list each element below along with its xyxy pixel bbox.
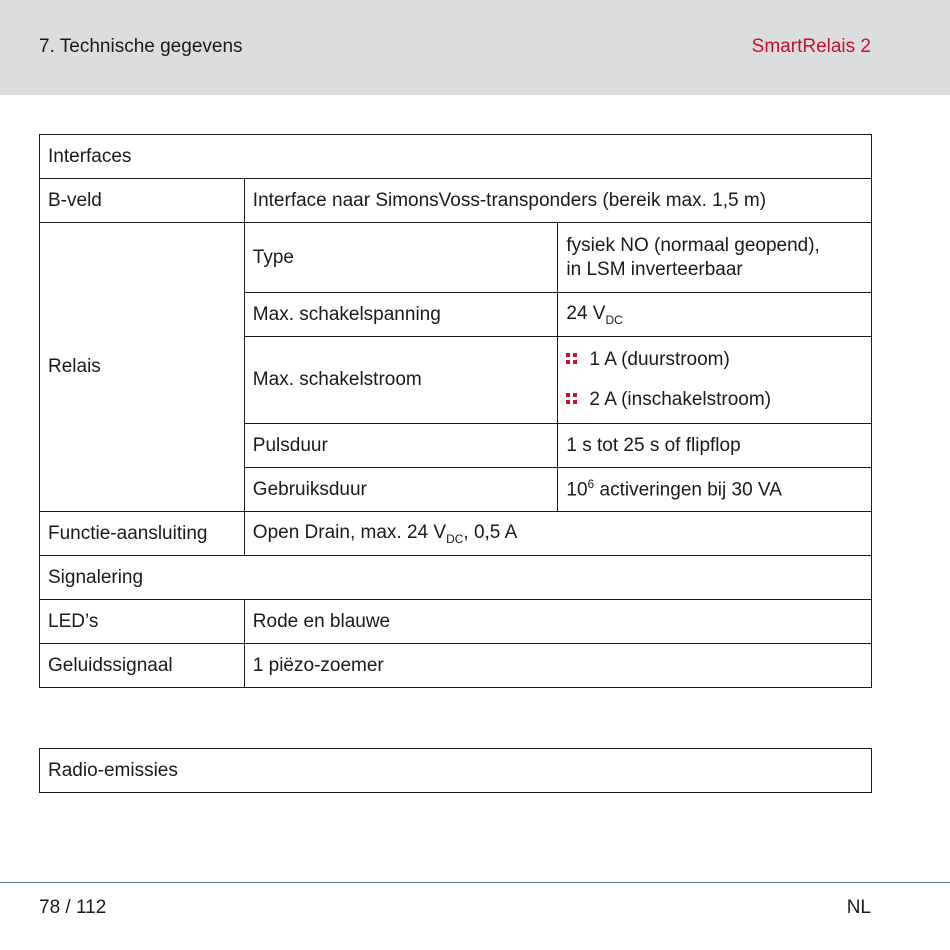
radio-heading: Radio-emissies [40,749,872,793]
relais-type-value-line1: fysiek NO (normaal geopend), [566,234,820,256]
page-number: 78 / 112 [39,897,107,918]
pulse-value: 1 s tot 25 s of flipflop [558,424,872,468]
current-item-2: 2 A (inschakelstroom) [589,389,772,410]
lifetime-value [558,468,872,512]
table-row [40,556,872,600]
sound-value: 1 piëzo-zoemer [244,644,871,688]
lifetime-rest: activeringen bij 30 VA [594,479,782,501]
table-row [40,600,872,644]
table-row [40,179,872,223]
bfield-value: Interface naar SimonsVoss-transponders (bereik max. 1,5 m) [244,179,871,223]
list-item [566,348,863,372]
list-item [566,388,863,412]
current-label: Max. schakelstroom [244,337,558,424]
table-row [40,135,872,179]
page-header [0,0,950,95]
table-row [40,749,872,793]
function-value-post: , 0,5 A [463,521,518,543]
signal-heading: Signalering [40,556,872,600]
language-code: NL [846,897,871,918]
lifetime-exponent: 6 [587,476,595,491]
lifetime-base: 10 [566,479,588,501]
bullet-icon [566,353,577,364]
leds-label: LED’s [40,600,245,644]
voltage-number: 24 V [566,302,606,324]
leds-value: Rode en blauwe [244,600,871,644]
voltage-label: Max. schakelspanning [244,293,558,337]
current-item-1: 1 A (duurstroom) [589,349,730,371]
relais-type-value-line2: in LSM inverteerbaar [566,258,743,280]
function-value-pre: Open Drain, max. 24 V [252,521,447,543]
interfaces-heading: Interfaces [40,135,872,179]
function-value [244,512,871,556]
voltage-value [558,293,872,337]
function-subscript: DC [446,531,464,546]
pulse-label: Pulsduur [244,424,558,468]
relais-label: Relais [40,223,245,512]
bfield-label: B-veld [40,179,245,223]
table-row [40,644,872,688]
lifetime-label: Gebruiksduur [244,468,558,512]
relais-type-label: Type [244,223,558,293]
section-title: 7. Technische gegevens [39,36,243,57]
current-value [558,337,872,424]
spec-table [39,134,872,688]
function-label: Functie-aansluiting [40,512,245,556]
footer-divider [0,882,950,883]
product-name: SmartRelais 2 [751,36,871,57]
sound-label: Geluidssignaal [40,644,245,688]
radio-table [39,748,872,793]
voltage-subscript: DC [605,312,623,327]
bullet-icon [566,393,577,404]
table-row [40,512,872,556]
table-row [40,223,872,293]
relais-type-value [558,223,872,293]
